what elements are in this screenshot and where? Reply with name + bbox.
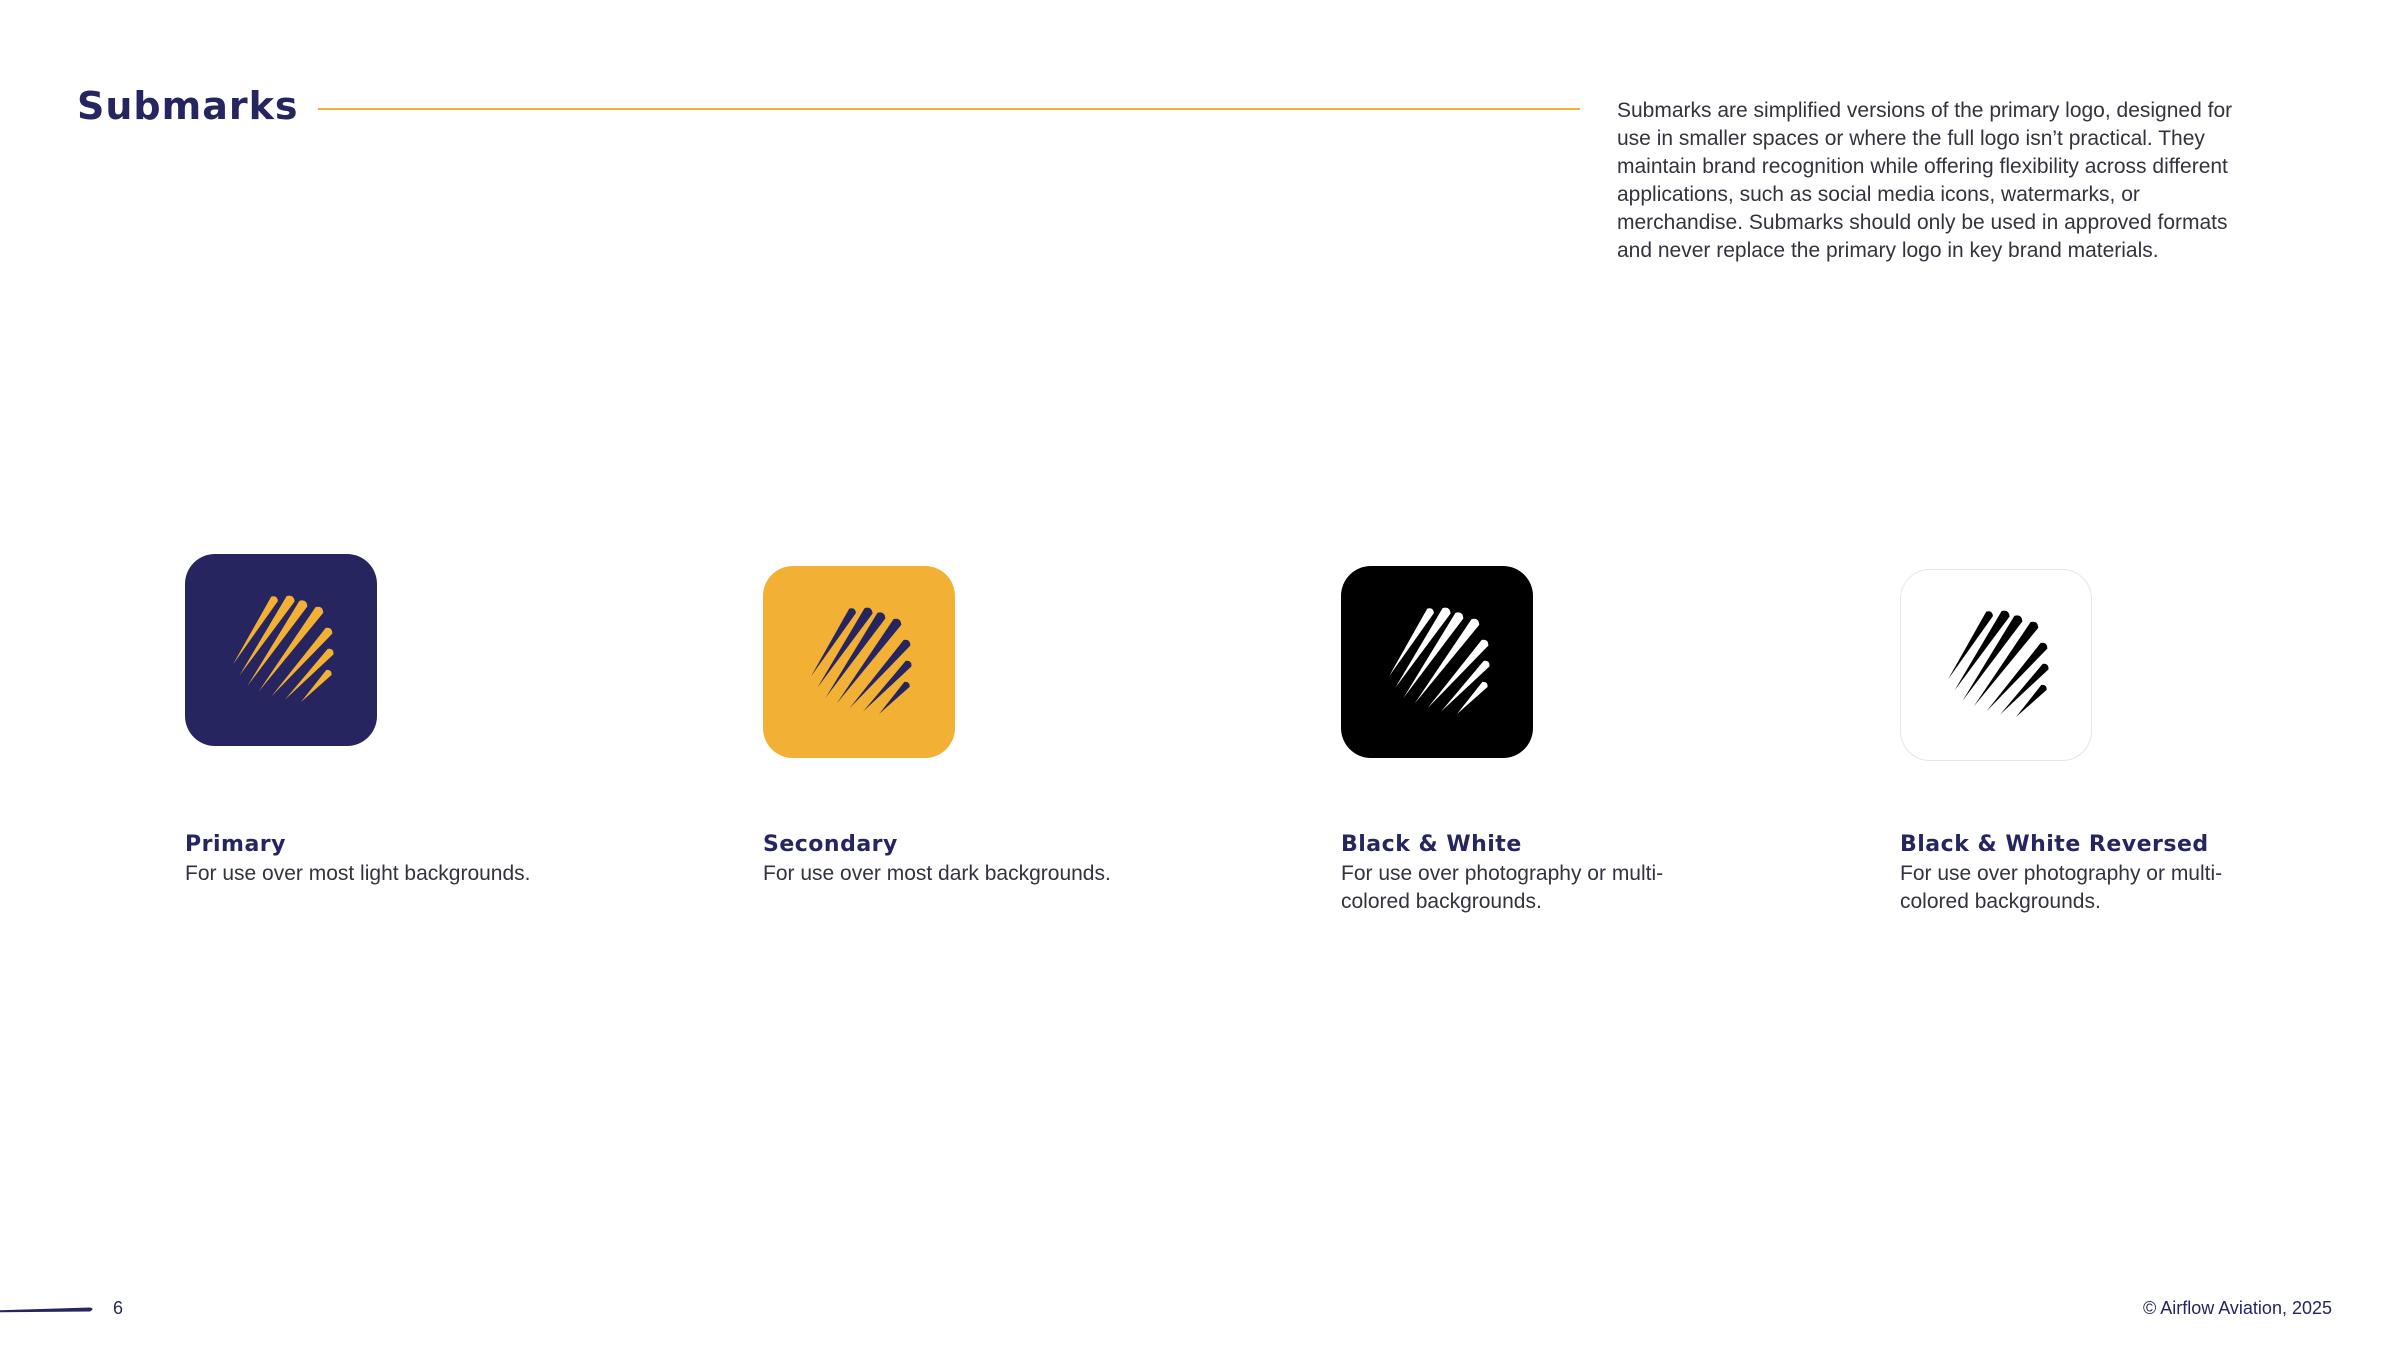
submark-title: Black & White xyxy=(1341,832,1522,857)
submark-streak xyxy=(2016,685,2047,717)
submark-description: For use over photography or multi-colored backgrounds. xyxy=(1900,862,2223,913)
page-number: 6 xyxy=(113,1298,124,1318)
airflow-submark-icon xyxy=(1916,585,2076,745)
airflow-submark-icon xyxy=(201,570,361,730)
submark-secondary-tile xyxy=(763,566,955,758)
submark-streak xyxy=(879,682,910,714)
airflow-submark-icon xyxy=(1357,582,1517,742)
submark-description: For use over most dark backgrounds. xyxy=(763,862,1111,885)
copyright-notice: © Airflow Aviation, 2025 xyxy=(2142,1298,2332,1318)
submark-description: For use over most light backgrounds. xyxy=(185,862,531,885)
submark-black-white-reversed-tile xyxy=(1900,569,2092,761)
submark-primary-tile xyxy=(185,554,377,746)
submark-caption-black-white-reversed xyxy=(1900,830,2240,916)
title-divider xyxy=(318,108,1580,110)
submark-caption-secondary xyxy=(763,830,1143,888)
submark-caption-primary xyxy=(185,830,565,888)
submark-title: Primary xyxy=(185,832,286,857)
submark-streak xyxy=(301,670,332,702)
intro-paragraph: Submarks are simplified versions of the primary logo, designed for use in smaller spaces or where the full logo isn’t practical. They maintain brand recognition while offering flexibility across different applications, such as social media icons, watermarks, or merchandise. Submarks should only be used in approved formats and never replace the primary logo in key brand materials. xyxy=(1617,99,2233,262)
submark-black-white-tile xyxy=(1341,566,1533,758)
submark-caption-black-white xyxy=(1341,830,1681,916)
airflow-submark-icon xyxy=(779,582,939,742)
submark-title: Secondary xyxy=(763,832,898,857)
submark-description: For use over photography or multi-colored backgrounds. xyxy=(1341,862,1664,913)
submark-title: Black & White Reversed xyxy=(1900,832,2209,857)
submark-streak xyxy=(1457,682,1488,714)
page-title: Submarks xyxy=(77,84,299,128)
footer-swoosh-icon xyxy=(0,1306,96,1316)
